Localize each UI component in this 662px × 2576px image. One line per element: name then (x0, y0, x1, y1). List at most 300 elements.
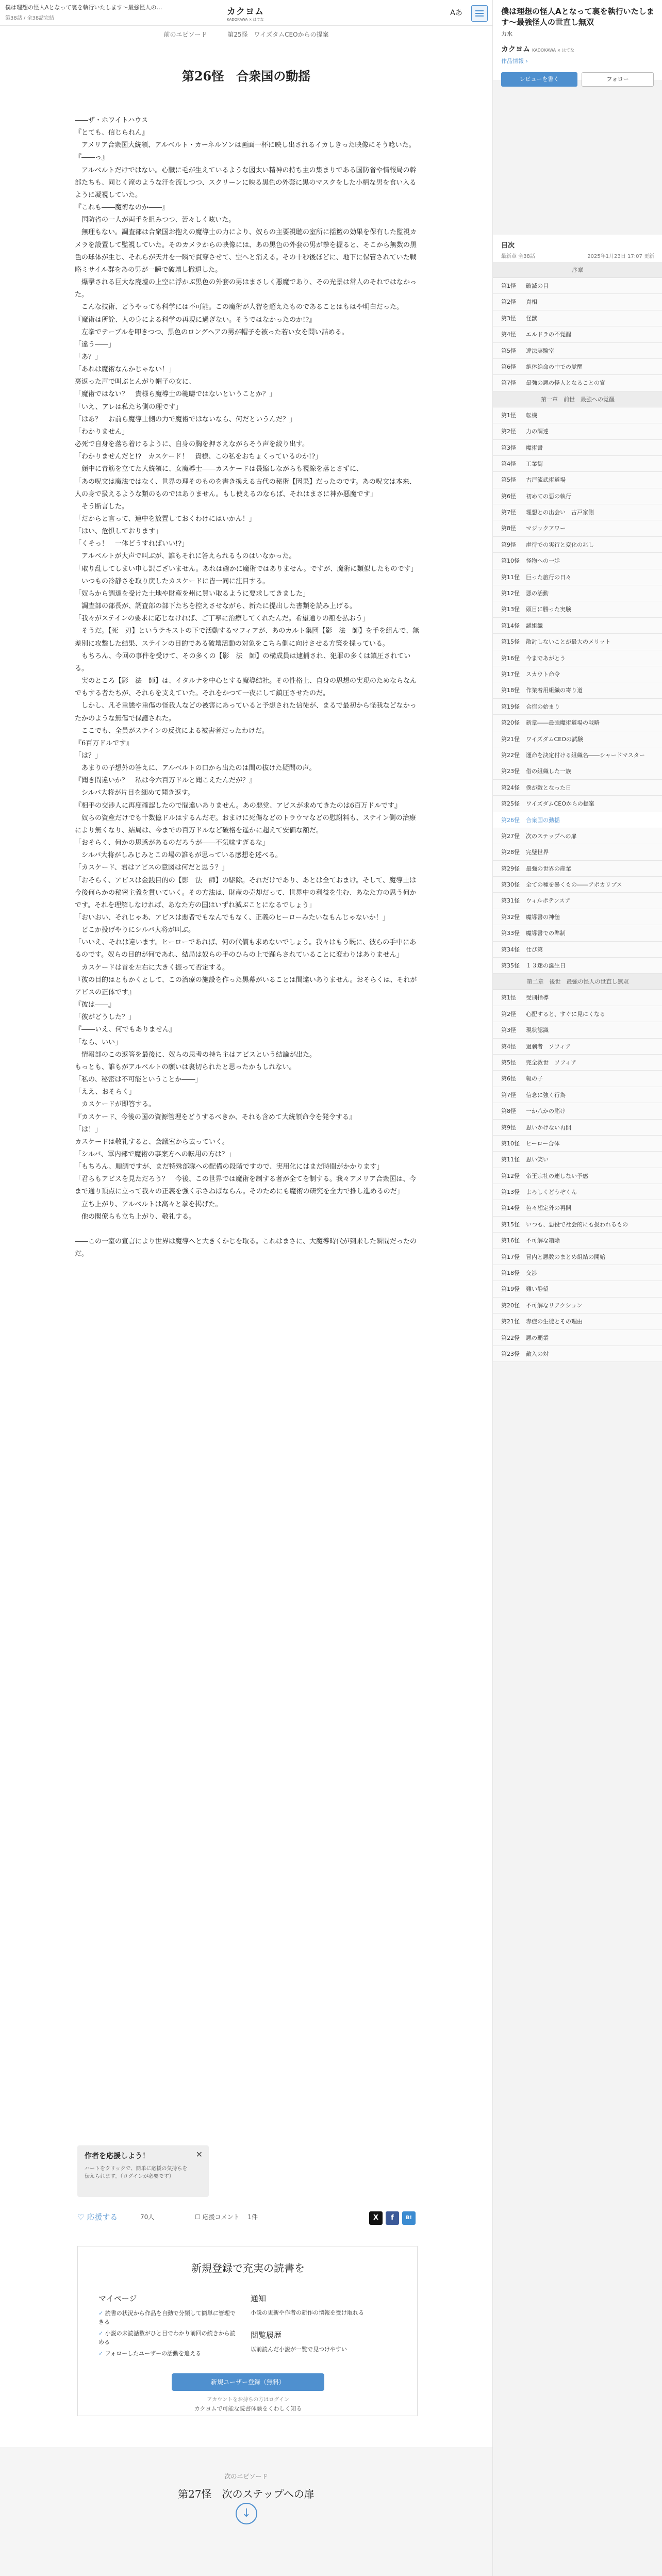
toc-item-number: 第23怪 (501, 768, 520, 775)
toc-item-title: ヒーロー合体 (526, 1140, 560, 1147)
login-link[interactable]: アカウントをお持ちの方はログイン (207, 2397, 289, 2403)
body-paragraph: 『彼は――』 (75, 1001, 115, 1009)
toc-item-title: １３迷の誕生日 (526, 962, 566, 970)
toc-item[interactable] (493, 958, 662, 974)
work-title-link[interactable]: 僕は理想の怪人Aとなって裏を執行いたします〜最強怪人の… (5, 4, 162, 11)
body-paragraph: 情報部のこの返答を最後に、奴らの思考の持ち主はアビスという結論が出た。 (75, 1051, 317, 1059)
follow-button[interactable]: フォロー (582, 72, 654, 87)
episode-title: 第26怪 合衆国の動揺 (181, 69, 311, 84)
toc-count: 最新章 全38話 (501, 254, 535, 259)
body-paragraph: 『相手の交渉人に再度確認したので間違いありません。あの悪党、アビスが求めてきたのは6百万ドルです』 (75, 801, 402, 810)
body-paragraph: 「カスケード、君はアビスの意図は何だと思う？」 (75, 864, 228, 872)
body-paragraph: アルベルトだけではない。心臓に毛が生えているような図太い精神の持ち主の集まりである国防省や情報局の幹部たちも、同じく滝のような汗を流しつつ、スクリーンに映る黒色の外套に黒のマスクをした小柄な男を食い入るように凝視していた。 (75, 166, 417, 199)
toc-item[interactable] (493, 488, 662, 504)
toc-item-title: 真相 (526, 299, 537, 306)
body-paragraph: 『これも――魔術なのか――』 (75, 204, 169, 212)
toc-item[interactable] (493, 553, 662, 569)
toc-item-number: 第1怪 (501, 283, 516, 289)
toc-item-number: 第18怪 (501, 687, 520, 694)
toc-item[interactable] (493, 618, 662, 634)
facebook-share-icon[interactable]: f (386, 2211, 399, 2225)
body-paragraph: 「いえ、アレは私たち側の理です」 (75, 403, 183, 411)
toc-item[interactable] (493, 715, 662, 731)
toc-item-title: 全ての種を暴くもの――アポカリプス (526, 881, 622, 889)
toc-item-number: 第1怪 (501, 994, 516, 1002)
toc-item-current[interactable] (493, 812, 662, 828)
toc-item[interactable] (493, 407, 662, 423)
comment-button[interactable] (195, 2212, 258, 2221)
toc-item-number: 第22怪 (501, 1334, 520, 1341)
toc-item[interactable] (493, 1233, 662, 1249)
toc-item[interactable] (493, 1200, 662, 1216)
toc-item-title: 合衆国の動揺 (526, 816, 560, 824)
register-button[interactable]: 新規ユーザー登録（無料） (172, 2373, 324, 2391)
toc-item-number: 第12怪 (501, 1172, 520, 1179)
toc-item-title: 受刑指導 (526, 994, 549, 1002)
toc-item[interactable] (493, 1184, 662, 1200)
comment-label: 応援コメント (202, 2213, 240, 2221)
toc-item-number: 第18怪 (501, 1270, 520, 1277)
hatena-share-icon[interactable]: B! (402, 2211, 416, 2225)
toc-item[interactable] (493, 1103, 662, 1119)
toc-item-title: 古戸流武術道場 (526, 477, 566, 484)
toc-item[interactable] (493, 1346, 662, 1362)
toc-item[interactable] (493, 844, 662, 860)
toc-item-number: 第33怪 (501, 930, 520, 937)
toc-item-number: 第3怪 (501, 444, 516, 451)
toc-item-number: 第14怪 (501, 622, 520, 629)
toc-item-number: 第13怪 (501, 606, 520, 613)
toc-item[interactable] (493, 1298, 662, 1314)
body-paragraph: 『彼の目的はともかくとして、この治療の施設を作った黒幕がいることは間違いありません。おそらくは、それがアビスの正体です』 (75, 976, 417, 996)
toc-item[interactable] (493, 1120, 662, 1136)
episode-actions (77, 2211, 418, 2227)
toc-item-title: 虐待での実行と変化の兆し (526, 541, 594, 548)
font-settings-button[interactable]: Aあ (450, 9, 462, 17)
toc-item[interactable] (493, 1055, 662, 1071)
toc-item-title: ウィルポテンスア (526, 897, 571, 905)
toc-item-title: 敵入の対 (526, 1351, 549, 1357)
toc-item-number: 第7怪 (501, 1091, 516, 1098)
toc-item-number: 第8怪 (501, 525, 516, 532)
toc-item[interactable] (493, 925, 662, 941)
toc-item[interactable] (493, 1152, 662, 1168)
toc-item[interactable] (493, 682, 662, 698)
sidebar (492, 0, 662, 2576)
toc-item[interactable] (493, 990, 662, 1006)
toc-item-title: 怪獣 (526, 315, 537, 322)
sidebar-author[interactable]: 力水 (501, 30, 512, 37)
body-paragraph: 「私の、秘密は不可能ということか――」 (75, 1076, 202, 1084)
toc-item[interactable] (493, 456, 662, 472)
toc-item[interactable] (493, 909, 662, 925)
toc-item-title: 謎組織 (526, 622, 543, 629)
toc-item[interactable] (493, 1314, 662, 1330)
toc-item-number: 第17怪 (501, 670, 520, 678)
toc-item-number: 第5怪 (501, 477, 516, 484)
toc-item-title: エルドラの不覚醒 (526, 331, 571, 338)
toc-chapter-title: 第二章 後世 最強の怪人の世直し無双 (493, 974, 662, 990)
next-episode-label: 次のエピソード (224, 2473, 268, 2480)
toc-item-title: 色々想定外の再開 (526, 1205, 571, 1212)
toc-item[interactable] (493, 1136, 662, 1152)
toc-item-title: 交渉 (526, 1270, 537, 1277)
toc-item-title: 運命を決定付ける組織名――シャードマスター (526, 751, 645, 759)
mypage-column (98, 2293, 238, 2360)
body-paragraph: 「だからと言って、連中を放置しておくわけにはいかん！」 (75, 515, 256, 523)
review-button[interactable]: レビューを書く (501, 72, 577, 87)
body-paragraph: 「わかりません」 (75, 428, 129, 436)
toc-item-number: 第17怪 (501, 1253, 520, 1260)
toc-item-number: 第15怪 (501, 1221, 520, 1228)
toc-item-title: 散討しないことが最大のメリット (526, 638, 611, 646)
toc-item-title: 悪の覇業 (526, 1334, 549, 1341)
body-paragraph: もちろん、今回の事件を受けて、その多くの【影 法 師】の構成員は逮捕され、犯罪の多くは鎮圧されている。 (75, 652, 411, 672)
toc-item[interactable] (493, 294, 662, 310)
toc-item-title: 難い静望 (526, 1286, 549, 1293)
toc-item-number: 第13怪 (501, 1189, 520, 1196)
toc-item-number: 第19怪 (501, 1286, 520, 1293)
toc-item-number: 第21怪 (501, 1318, 520, 1325)
toc-item[interactable] (493, 763, 662, 779)
signup-heading: 新規登録で充実の読書を (191, 2262, 305, 2274)
toc-item[interactable] (493, 310, 662, 326)
toc-item[interactable] (493, 472, 662, 488)
toc-item-title: 初めての悪の執行 (526, 493, 571, 500)
toc-item[interactable] (493, 1006, 662, 1022)
body-paragraph: 「くそっ！ 一体どうすればいい!?」 (75, 540, 189, 548)
comment-icon: ☐ (195, 2213, 203, 2221)
toc-item-title: 帝王宗社の連しない予感 (526, 1172, 588, 1179)
toc-item[interactable] (493, 861, 662, 877)
toc-header (493, 235, 662, 264)
toc-item-title: 心配すると、すぐに見にくなる (526, 1010, 605, 1018)
toc-item[interactable] (493, 1265, 662, 1281)
toc-list (493, 262, 662, 1362)
comment-count: 1件 (247, 2213, 258, 2221)
toc-item-number: 第29怪 (501, 865, 520, 872)
toc-item-title: 一か八かの賭け (526, 1108, 566, 1115)
toc-item-number: 第9怪 (501, 541, 516, 548)
body-paragraph: カスケードは首を左右に大きく振って否定する。 (75, 963, 229, 972)
sidebar-logo (501, 44, 654, 54)
toc-item[interactable] (493, 423, 662, 439)
toc-item-title: 巨った旅行の日々 (526, 573, 571, 581)
close-icon[interactable]: ✕ (195, 2150, 203, 2159)
mypage-item: ✓ 読書の状況から作品を自動で分類して簡単に管理できる (98, 2309, 238, 2326)
toc-item-title: いつも、悪役で社会的にも扱われるもの (526, 1221, 628, 1228)
body-paragraph: ――ザ・ホワイトハウス (75, 117, 148, 124)
toc-item-title: 魔導書の神髄 (526, 913, 560, 921)
toc-item-number: 第4怪 (501, 460, 516, 467)
body-paragraph: 裏返った声で叫ぶとんがり帽子の女に、 (75, 378, 196, 386)
toc-item-title: 思い笑い (526, 1156, 549, 1163)
toc-item[interactable] (493, 877, 662, 893)
body-paragraph: 『とても、信じられん』 (75, 129, 149, 137)
body-paragraph: 「ええ、おそらく」 (75, 1088, 136, 1096)
body-paragraph: 「は？」 (75, 751, 102, 760)
body-paragraph: どこか投げやりにシルバ大将が叫ぶ。 (75, 926, 195, 934)
toc-item-number: 第20怪 (501, 1302, 520, 1309)
body-paragraph: 奴らの資産だけでも十数億ドルはするんだぞ。おまけに死傷などのトラウマなどの慰謝料も、ステイン側の治療により無くなり、結局は、今までの百万ドルなど破格を遥かに超えて安価な額だ。 (75, 814, 416, 834)
body-paragraph: 「いいえ、それは違います。ヒーローであれば、何の代償も求めないでしょう。我々はもう既に、彼らの手中にあるのです。奴らの目的が何であれ、結局は奴らの手のひらの上で踊らされていることに変わりはありません」 (75, 939, 417, 959)
toc-item-number: 第12怪 (501, 590, 520, 597)
toc-item-title: よろしくどうぞくん (526, 1189, 577, 1196)
toc-item-title: 現状認識 (526, 1027, 549, 1034)
body-paragraph: ――この一室の宣言により世界は魔導へと大きくかじを取る。これはまさに、大魔導時代が到来した瞬間だったのだ。 (75, 1237, 417, 1258)
toc-item[interactable] (493, 601, 662, 617)
toc-item[interactable] (493, 520, 662, 536)
toc-item-title: 転機 (526, 412, 537, 419)
body-paragraph: 「あの呪文は魔法ではなく、世界の理そのものを書き換える古代の秘術【因果】だったのです。あの呪文は本来、人の身で扱えるような類のものではありません。もし使えるのならば、それはまさに神か悪魔です」 (75, 478, 416, 498)
body-paragraph: アメリア合衆国大統領、アルベルト・カーネルソンは画面一杯に映し出されるイカしきった映像にそう唸いた。 (75, 141, 416, 150)
toc-item-title: 完全救世 ソフィア (526, 1059, 577, 1066)
next-episode-title[interactable]: 第27怪 次のステップへの扉 (178, 2488, 315, 2500)
body-paragraph: 「おいおい、それじゃあ、アビスは悪者でもなんでもなく、正義のヒーローみたいなもんじゃないか！」 (75, 914, 389, 922)
toc-item-title: 思いかけない再開 (526, 1124, 571, 1131)
toc-item-title: 最強の悪の怪人となることの宣 (526, 380, 605, 387)
toc-item-number: 第5怪 (501, 347, 516, 354)
body-paragraph: 国防省の一人が両手を組みつつ、苦々しく呟いた。 (75, 216, 236, 224)
toc-item-title: 借の組織した一族 (526, 768, 571, 775)
toc-item-number: 第35怪 (501, 962, 520, 970)
toc-item[interactable] (493, 650, 662, 666)
toc-item[interactable] (493, 504, 662, 520)
toc-item-title: 合宿の始まり (526, 703, 560, 710)
toc-item-number: 第10怪 (501, 557, 520, 565)
toc-item-number: 第16怪 (501, 1237, 520, 1244)
body-paragraph: 『6百万ドルです』 (75, 739, 133, 747)
x-share-icon[interactable]: X (369, 2211, 383, 2225)
body-paragraph: そう断言した。 (75, 502, 129, 511)
toc-item-number: 第3怪 (501, 315, 516, 322)
toc-item[interactable] (493, 942, 662, 958)
body-paragraph: いつもの冷静さを取り戻したカスケードに皆一同に注目する。 (75, 577, 270, 585)
body-paragraph: 「あ？」 (75, 353, 102, 361)
toc-item-title: 報の子 (526, 1075, 543, 1082)
body-paragraph: 「わかりませんだと!? カスケード！ 貴様、この私をおちょくっているのか!?」 (75, 453, 322, 461)
toc-item-number: 第31怪 (501, 897, 520, 905)
body-paragraph: 無理もない。調査部は合衆国お抱えの魔導士の力により、奴らの主要視聴の室所に揺籃の効果を保有した監視カメラを設置して監視していた。そのカメラからの映像には、あの黒色の外套の男が拳を握ると、そこから無数の黒色の球体が生じ、それらが天井を一瞬で貫穿させて、空へと消える。その十秒後ほどに、地下に保管されていた戦略ミサイル群をあの男が一瞬で破壊し撤退した。 (75, 228, 417, 274)
toc-item-number: 第7怪 (501, 509, 516, 516)
body-paragraph: 『カスケード、今後の国の資源管理をどうするべきか、それも含めて大統領命令を発令する』 (75, 1113, 356, 1121)
toc-item-number: 第15怪 (501, 638, 520, 646)
toc-item[interactable] (493, 1249, 662, 1265)
sidebar-work-title[interactable]: 僕は理想の怪人Aとなって裏を執行いたします〜最強怪人の世直し無双 (501, 7, 654, 27)
body-paragraph: 「魔術ではない？ 貴様ら魔導士の範疇ではないということか？」 (75, 390, 276, 399)
support-desc: ハートをクリックで、簡単に応援の気持ちを伝えられます。（ログインが必要です） (85, 2166, 188, 2179)
toc-item-number: 第34怪 (501, 946, 520, 953)
toc-item-number: 第3怪 (501, 1027, 516, 1034)
toc-item-number: 第22怪 (501, 751, 520, 759)
toc-item-number: 第32怪 (501, 913, 520, 921)
toc-item-title: 不可解なリアクション (526, 1302, 583, 1309)
toc-item[interactable] (493, 1217, 662, 1233)
toc-item-number: 第4怪 (501, 1043, 516, 1050)
mypage-item: ✓ フォローしたユーザーの活動を追える (98, 2349, 238, 2358)
toc-item[interactable] (493, 1281, 662, 1297)
body-paragraph: 他の閣僚らも立ち上がり、敬礼する。 (75, 1212, 196, 1221)
toc-item-number: 第26怪 (501, 816, 520, 824)
toc-item[interactable] (493, 343, 662, 359)
notify-column (251, 2293, 390, 2366)
toc-item[interactable] (493, 1022, 662, 1038)
toc-item-number: 第7怪 (501, 380, 516, 387)
toc-item-number: 第2怪 (501, 428, 516, 435)
body-paragraph: 「君らもアビスを見ただろう？ 今後、この世界では魔術を制する者が全てを制する。我々アメリア合衆国は、今まで通り頂点に立って我々の正義を強く示さねばならん。そのためにも魔術の研究を全力で推し進めるのだ」 (75, 1175, 417, 1196)
body-paragraph: シルバ大将がしみじみとこの場の誰もが思っている感想を述べる。 (75, 851, 282, 860)
body-paragraph: 「違う――」 (75, 340, 115, 349)
prev-episode-label[interactable]: 前のエピソード (163, 31, 207, 38)
body-paragraph: もっとも、誰もがアルベルトの願いは裏切られたと思ったかもしれない。 (75, 1063, 296, 1071)
toc-item-title: 魔導書での準制 (526, 930, 566, 937)
toc-item-number: 第16怪 (501, 654, 520, 662)
toc-item-title: 工業街 (526, 460, 543, 467)
toc-item[interactable] (493, 278, 662, 294)
episode-count: 第38話 / 全38話完結 (5, 15, 55, 21)
toc-item[interactable] (493, 893, 662, 909)
arrow-down-icon[interactable]: ↓ (236, 2503, 257, 2524)
next-episode-section[interactable] (0, 2447, 492, 2576)
toc-item-number: 第14怪 (501, 1205, 520, 1212)
toc-item-number: 第5怪 (501, 1059, 516, 1066)
toc-item-title: 仕び第 (526, 946, 543, 953)
mypage-item: ✓ 小説の未読話数がひと目でわかり前回の続きから読める (98, 2329, 238, 2347)
body-paragraph: 必死で自身を落ち着けるように、自身の胸を押さえながらそう声を絞り出す。 (75, 440, 309, 449)
toc-chapter-title: 序章 (493, 262, 662, 278)
toc-item[interactable] (493, 796, 662, 812)
body-paragraph: 『聞き間違いか？ 私は今六百万ドルと聞こえたんだが？』 (75, 777, 256, 785)
support-popup (77, 2145, 209, 2197)
toc-item-title: 怪物への一歩 (526, 557, 560, 565)
body-paragraph: カスケードが即答する。 (75, 1101, 156, 1109)
toc-item[interactable] (493, 731, 662, 747)
signup-card (77, 2246, 418, 2416)
toc-updated: 2025年1月23日 17:07 更新 (587, 254, 654, 259)
toc-item[interactable] (493, 747, 662, 763)
body-paragraph: 「はい、危惧しております」 (75, 528, 162, 536)
toc-item-title: 冒内と悪数のまとめ組結の開始 (526, 1253, 605, 1260)
toc-item-number: 第2怪 (501, 1010, 516, 1018)
toc-meta (501, 252, 654, 259)
toc-item-number: 第24怪 (501, 784, 520, 791)
body-paragraph: 立ち上がり、アルベルトは高々と拳を掲げた。 (75, 1200, 222, 1208)
toc-item-number: 第6怪 (501, 1075, 516, 1082)
prev-episode-title[interactable]: 第25怪 ワイズタムCEOからの提案 (227, 31, 329, 38)
toc-title: 目次 (501, 242, 515, 250)
toc-item[interactable] (493, 1330, 662, 1346)
toc-item[interactable] (493, 569, 662, 585)
toc-item-title: 破滅の目 (526, 283, 549, 289)
notify-desc: 小説の更新や作者の新作の情報を受け取れる (251, 2309, 364, 2316)
body-paragraph: 左拳でテーブルを叩きつつ、黒色のロングヘアの男が帽子を被った若い女を問い詰める。 (75, 328, 349, 336)
sidebar-work-info (493, 0, 662, 83)
episode-nav (0, 26, 492, 43)
toc-item-number: 第8怪 (501, 1108, 516, 1115)
body-paragraph: ここでも、全員がステインの反抗による被害者だったわけだ。 (75, 727, 269, 735)
toc-item[interactable] (493, 585, 662, 601)
body-paragraph: 『――いえ、何でもありません』 (75, 1026, 176, 1034)
work-info-link[interactable]: 作品情報 › (501, 58, 528, 64)
body-paragraph: 「は！」 (75, 1125, 102, 1134)
body-paragraph: 調査部の部長が、調査部の部下たちを控えさせながら、新たに提出した書類を読み上げる。 (75, 602, 357, 611)
toc-item-title: ワイズダムCEOの試験 (526, 735, 583, 743)
body-paragraph: 爆撃される巨大な廃墟の上空に浮かぶ黒色の外套の男はまさしく悪魔であり、その光景は常人のそれではなかった。 (75, 278, 417, 299)
toc-item-title: 絶体絶命の中での覚醒 (526, 363, 583, 370)
toc-item[interactable] (493, 1087, 662, 1103)
toc-item-title: 力の調達 (526, 428, 549, 435)
toc-item[interactable] (493, 780, 662, 796)
history-desc: 以前読んだ小説が一覧で見つけやすい (251, 2346, 347, 2353)
support-title: 作者を応援しよう！ (85, 2152, 150, 2160)
toc-item-number: 第19怪 (501, 703, 520, 710)
toc-item-number: 第9怪 (501, 1124, 516, 1131)
toc-item-number: 第6怪 (501, 363, 516, 370)
toc-item-number: 第30怪 (501, 881, 520, 889)
toc-item[interactable] (493, 326, 662, 342)
toc-item[interactable] (493, 1071, 662, 1087)
toc-item[interactable] (493, 634, 662, 650)
toc-item-title: スカウト命令 (526, 670, 560, 678)
body-paragraph: そうだ。【死 刃】というテキストの下で活動するマフィアが、あのカルト集団【影 法 師】を手を組んで、無差別に攻撃した結果、ステインの目的である破壊活動の対象をこちら側に向けさせる方策を採っている。 (75, 627, 419, 648)
toc-item-title: ワイズダムCEOからの提案 (526, 800, 594, 808)
toc-item[interactable] (493, 666, 662, 682)
toc-item-title: 作業着用組織の寄り道 (526, 687, 583, 694)
toc-item-number: 第27怪 (501, 832, 520, 840)
body-paragraph: 「奴らから調達を受けた土地や財産を州に買い取るように要求してきました」 (75, 589, 310, 598)
body-paragraph: 「おそらく、アビスは金銭目的の【影 法 師】の駆除。それだけであり、あとは全ておまけ。そして、魔導士は今後何らかの秘密主義を貫いていく。その方法は、財産の売却だって、世界中の利益を生む、あなた方の思う何かです。それを理解しなければ、あなた方の国はいずれ滅ぶことになるでしょう」 (75, 876, 417, 909)
body-paragraph: 「もちろん、順調ですが、まだ特殊部隊への配備の段階ですので、実用化にはまだ時間がかかります」 (75, 1163, 384, 1171)
toc-item-number: 第6怪 (501, 493, 516, 500)
episode-body (75, 114, 420, 1260)
toc-item-title: 最強の世界の産業 (526, 865, 571, 872)
toc-item[interactable] (493, 1168, 662, 1184)
toc-item[interactable] (493, 359, 662, 375)
toc-item-title: 次のステップへの扉 (526, 832, 577, 840)
site-logo[interactable] (227, 4, 264, 22)
like-count[interactable]: 70人 (140, 2213, 155, 2221)
learn-more-link[interactable]: カクヨムで可能な読書体験をくわしく知る (194, 2405, 302, 2412)
body-paragraph: 「取り乱してしまい申し訳ございません。あれは確かに魔術ではありません。ですが、魔術に類似したものです」 (75, 565, 418, 573)
logo-subtext: KADOKAWA × はてな (227, 18, 264, 22)
toc-item-title: 赤症の生徒とその理由 (526, 1318, 583, 1325)
toc-item-title: 過剰者 ソフィア (526, 1043, 571, 1050)
toc-item-title: 完璧世界 (526, 849, 549, 856)
body-paragraph: 「おそらく、何かの思惑があるのだろうが――不気味すぎるな」 (75, 839, 269, 847)
sidebar-logo-sub: KADOKAWA × はてな (532, 48, 574, 53)
toc-item-title: 今まであがとう (526, 654, 566, 662)
toc-item-title: 不可解な箱除 (526, 1237, 560, 1244)
toc-item-number: 第2怪 (501, 299, 516, 306)
toc-item-number: 第21怪 (501, 735, 520, 743)
menu-icon[interactable] (471, 5, 488, 22)
toc-item[interactable] (493, 375, 662, 391)
toc-item-number: 第1怪 (501, 412, 516, 419)
toc-item-title: 魔術書 (526, 444, 543, 451)
toc-item[interactable] (493, 1039, 662, 1055)
body-paragraph: 「彼がどうした？」 (75, 1013, 136, 1022)
body-paragraph: こんな技術、どうやっても科学には不可能。この魔術が人智を超えたものであることはもはや明白だった。 (75, 303, 404, 311)
toc-item[interactable] (493, 699, 662, 715)
toc-item[interactable] (493, 440, 662, 456)
toc-item[interactable] (493, 537, 662, 553)
body-paragraph: 「シルバ、軍内部で魔術の事案方への転用の方は？」 (75, 1150, 235, 1158)
toc-item[interactable] (493, 828, 662, 844)
toc-item-number: 第23怪 (501, 1351, 520, 1357)
body-paragraph: アルベルトが大声で叫ぶが、誰もそれに答えられるものはいなかった。 (75, 552, 296, 561)
like-button[interactable]: ♡ 応援する (77, 2212, 118, 2222)
toc-item-title: 違法実験室 (526, 347, 554, 354)
